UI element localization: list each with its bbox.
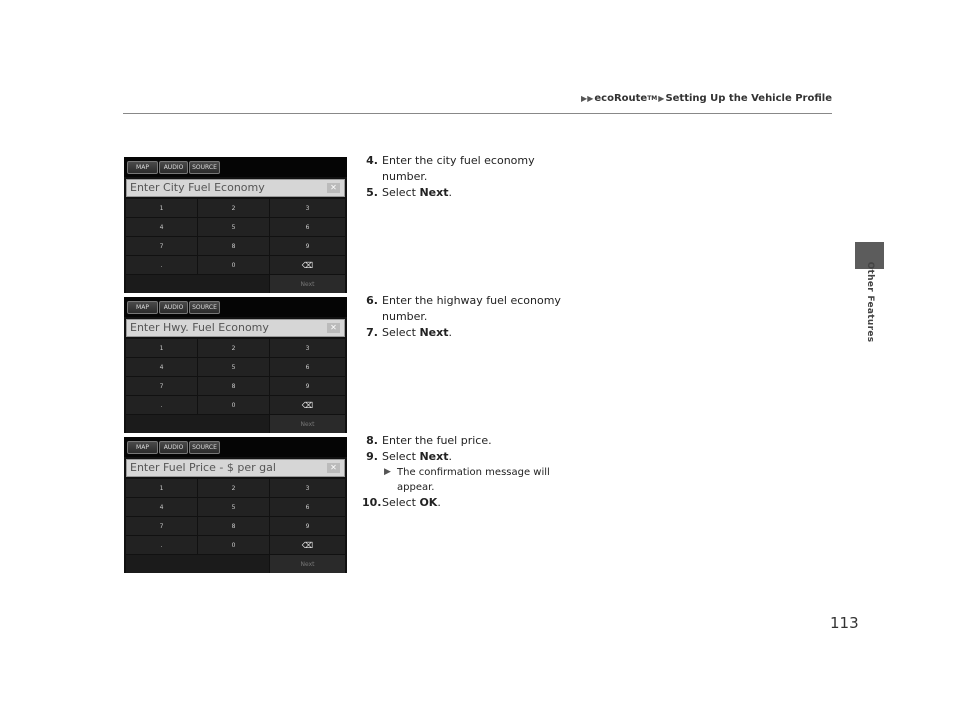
trademark-mark: TM (647, 95, 658, 102)
step-7 (362, 325, 562, 341)
next-row (126, 555, 345, 573)
key-7[interactable]: 7 (126, 237, 197, 255)
steps-price (362, 433, 572, 511)
clear-icon[interactable]: ✕ (327, 323, 340, 333)
next-row (126, 275, 345, 293)
breadcrumb-arrow-icon: ▶ (658, 94, 665, 103)
breadcrumb-part-ecoroute: ecoRoute (594, 93, 648, 104)
step-10 (362, 495, 572, 511)
key-5[interactable]: 5 (198, 358, 269, 376)
key-1[interactable]: 1 (126, 339, 197, 357)
fuel-price-input[interactable] (126, 459, 345, 477)
key-9[interactable]: 9 (270, 377, 345, 395)
source-button[interactable]: SOURCE (189, 441, 220, 454)
step-8 (362, 433, 572, 449)
step-number: 5. (366, 186, 378, 199)
step-text-end: . (437, 496, 441, 509)
next-button[interactable]: Next (270, 275, 345, 293)
key-decimal[interactable]: . (126, 396, 197, 414)
screen-top-bar (124, 157, 347, 177)
step-text: Enter the city fuel economy number. (382, 154, 535, 183)
input-placeholder: Enter Hwy. Fuel Economy (130, 321, 269, 334)
audio-button[interactable]: AUDIO (159, 161, 188, 174)
key-3[interactable]: 3 (270, 479, 345, 497)
step-number: 9. (366, 450, 378, 463)
step-text: Select (382, 326, 420, 339)
map-button[interactable]: MAP (127, 301, 158, 314)
source-button[interactable]: SOURCE (189, 161, 220, 174)
step-9-result (362, 465, 557, 495)
step-emphasis: Next (419, 450, 449, 463)
step-number: 8. (366, 434, 378, 447)
section-tab-label: Other Features (865, 261, 875, 343)
key-3[interactable]: 3 (270, 199, 345, 217)
key-1[interactable]: 1 (126, 479, 197, 497)
step-text: Select (382, 496, 420, 509)
key-7[interactable]: 7 (126, 377, 197, 395)
step-number: 7. (366, 326, 378, 339)
hwy-fuel-economy-input[interactable] (126, 319, 345, 337)
header-rule (123, 113, 832, 114)
blank-cell (126, 555, 269, 573)
numeric-keypad (126, 479, 345, 554)
key-4[interactable]: 4 (126, 358, 197, 376)
key-6[interactable]: 6 (270, 498, 345, 516)
step-emphasis: OK (419, 496, 438, 509)
key-0[interactable]: 0 (198, 256, 269, 274)
result-text: The confirmation message will appear. (397, 467, 550, 493)
steps-hwy (362, 293, 562, 341)
key-2[interactable]: 2 (198, 199, 269, 217)
backspace-icon[interactable]: ⌫ (270, 536, 345, 554)
next-button[interactable]: Next (270, 415, 345, 433)
step-emphasis: Next (419, 326, 449, 339)
step-number: 4. (366, 154, 378, 167)
key-5[interactable]: 5 (198, 498, 269, 516)
clear-icon[interactable]: ✕ (327, 463, 340, 473)
audio-button[interactable]: AUDIO (159, 301, 188, 314)
key-1[interactable]: 1 (126, 199, 197, 217)
source-button[interactable]: SOURCE (189, 301, 220, 314)
screen-city-fuel-economy (124, 157, 347, 293)
key-7[interactable]: 7 (126, 517, 197, 535)
step-text-end: . (448, 326, 452, 339)
key-4[interactable]: 4 (126, 498, 197, 516)
next-row (126, 415, 345, 433)
input-placeholder: Enter Fuel Price - $ per gal (130, 461, 276, 474)
key-2[interactable]: 2 (198, 339, 269, 357)
step-text: Enter the fuel price. (382, 434, 492, 447)
key-9[interactable]: 9 (270, 517, 345, 535)
step-number: 6. (366, 294, 378, 307)
screen-top-bar (124, 297, 347, 317)
step-text-end: . (448, 186, 452, 199)
breadcrumb-part-section: Setting Up the Vehicle Profile (665, 93, 832, 104)
step-text: Select (382, 186, 420, 199)
clear-icon[interactable]: ✕ (327, 183, 340, 193)
page-number: 113 (830, 614, 859, 632)
city-fuel-economy-input[interactable] (126, 179, 345, 197)
key-9[interactable]: 9 (270, 237, 345, 255)
screen-fuel-price (124, 437, 347, 573)
step-4 (362, 153, 552, 185)
step-5 (362, 185, 552, 201)
screen-hwy-fuel-economy (124, 297, 347, 433)
result-arrow-icon: ▶ (384, 467, 391, 477)
next-button[interactable]: Next (270, 555, 345, 573)
blank-cell (126, 415, 269, 433)
numeric-keypad (126, 199, 345, 274)
input-placeholder: Enter City Fuel Economy (130, 181, 265, 194)
screen-top-bar (124, 437, 347, 457)
step-emphasis: Next (419, 186, 449, 199)
breadcrumb-arrow-icon: ▶▶ (581, 94, 594, 103)
key-3[interactable]: 3 (270, 339, 345, 357)
breadcrumb (581, 93, 832, 104)
key-decimal[interactable]: . (126, 256, 197, 274)
step-text: Enter the highway fuel economy number. (382, 294, 561, 323)
key-4[interactable]: 4 (126, 218, 197, 236)
key-6[interactable]: 6 (270, 218, 345, 236)
key-8[interactable]: 8 (198, 237, 269, 255)
key-8[interactable]: 8 (198, 377, 269, 395)
map-button[interactable]: MAP (127, 161, 158, 174)
backspace-icon[interactable]: ⌫ (270, 256, 345, 274)
blank-cell (126, 275, 269, 293)
audio-button[interactable]: AUDIO (159, 441, 188, 454)
step-number: 10. (362, 496, 382, 509)
key-decimal[interactable]: . (126, 536, 197, 554)
step-9 (362, 449, 572, 465)
steps-city (362, 153, 552, 201)
map-button[interactable]: MAP (127, 441, 158, 454)
step-6 (362, 293, 562, 325)
key-0[interactable]: 0 (198, 536, 269, 554)
key-0[interactable]: 0 (198, 396, 269, 414)
step-text: Select (382, 450, 420, 463)
key-5[interactable]: 5 (198, 218, 269, 236)
key-2[interactable]: 2 (198, 479, 269, 497)
numeric-keypad (126, 339, 345, 414)
key-8[interactable]: 8 (198, 517, 269, 535)
step-text-end: . (448, 450, 452, 463)
backspace-icon[interactable]: ⌫ (270, 396, 345, 414)
key-6[interactable]: 6 (270, 358, 345, 376)
